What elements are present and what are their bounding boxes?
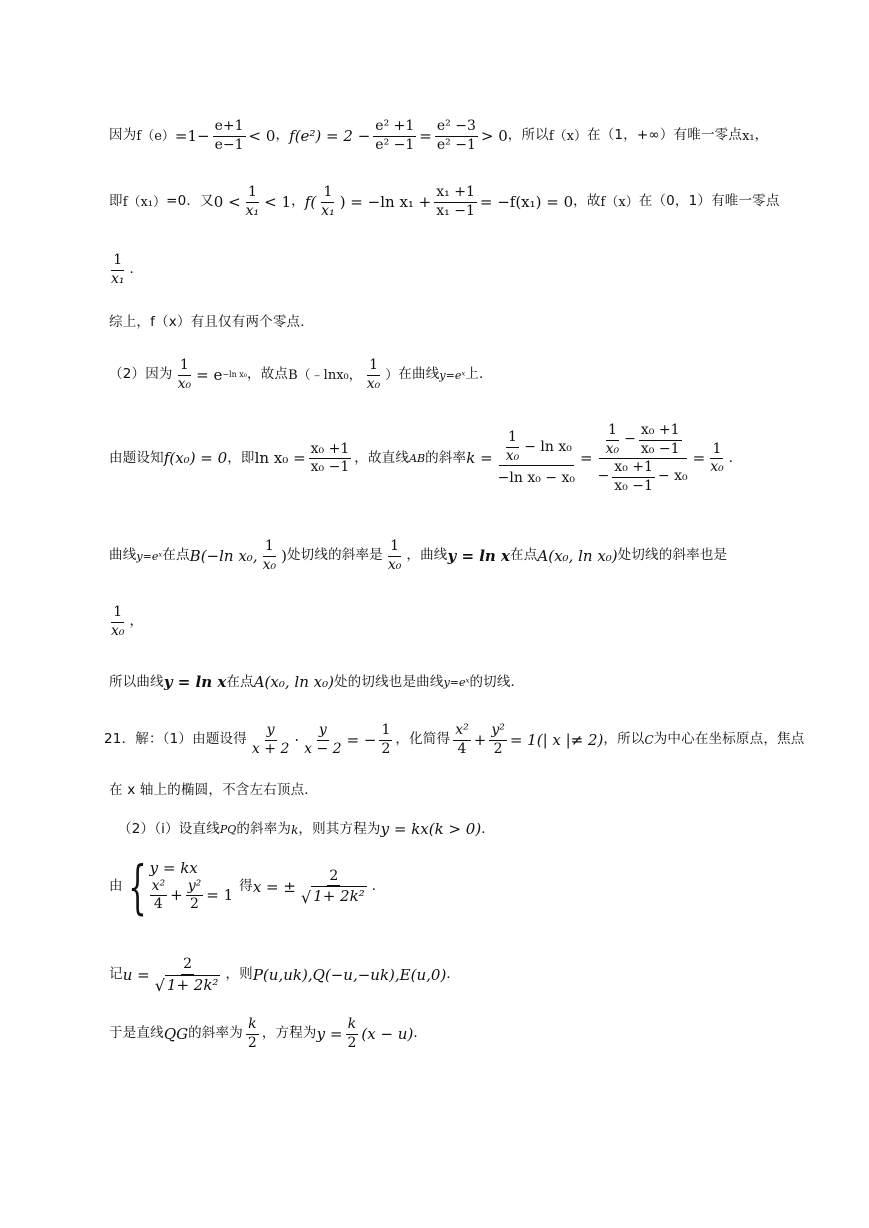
text: ，所以 bbox=[507, 127, 549, 144]
math: y = ln x bbox=[447, 546, 510, 565]
denominator: x₀ bbox=[605, 440, 620, 457]
math: x = ± bbox=[252, 877, 296, 896]
math: f（x） bbox=[600, 194, 639, 210]
math: f(x₀) = 0 bbox=[163, 449, 228, 467]
numerator bbox=[599, 422, 687, 459]
numerator: y bbox=[317, 722, 329, 741]
fraction bbox=[250, 722, 291, 758]
line-13 bbox=[109, 853, 386, 921]
math: ） bbox=[385, 367, 399, 383]
denominator: 4 bbox=[457, 740, 467, 757]
math: x₁ bbox=[742, 128, 755, 144]
text: ，故点 bbox=[247, 366, 289, 383]
numerator: x² bbox=[150, 878, 168, 897]
math: C bbox=[644, 733, 654, 747]
denominator: e−1 bbox=[214, 136, 244, 153]
denominator: x₀ −1 bbox=[310, 459, 350, 475]
denominator: x − 2 bbox=[304, 740, 342, 757]
radicand: 1+ 2k² bbox=[166, 975, 219, 994]
numerator: 2 bbox=[327, 868, 340, 887]
numerator: k bbox=[346, 1016, 358, 1035]
text: ． bbox=[129, 261, 144, 278]
denominator: 2 bbox=[493, 740, 503, 757]
text: 因为 bbox=[109, 127, 137, 144]
line-1 bbox=[109, 118, 768, 154]
text: 21．解：（1）由题设得 bbox=[104, 731, 247, 748]
numerator: 1 bbox=[246, 184, 259, 203]
fraction bbox=[435, 118, 478, 154]
math: A(x₀, ln x₀) bbox=[253, 673, 334, 691]
math: − x₀ bbox=[657, 468, 688, 485]
line-4 bbox=[109, 316, 314, 330]
square-root bbox=[301, 886, 367, 906]
text: ，方程为 bbox=[261, 1025, 317, 1042]
fraction bbox=[109, 604, 127, 640]
text: 在（0，1）有唯一零点 bbox=[638, 193, 780, 210]
math: y=eˣ bbox=[136, 549, 163, 563]
fraction bbox=[708, 441, 726, 477]
text: 上． bbox=[465, 366, 493, 383]
fraction bbox=[302, 722, 343, 758]
math: QG bbox=[163, 1024, 189, 1043]
math: P(u,uk),Q(−u,−uk),E(u,0) bbox=[252, 965, 447, 984]
line-8 bbox=[109, 604, 143, 640]
text: 在（1，+∞）有唯一零点 bbox=[587, 127, 743, 144]
numerator: 1 bbox=[367, 357, 380, 376]
compound-fraction bbox=[496, 429, 577, 488]
numerator: x² bbox=[453, 722, 471, 741]
text: 于是直线 bbox=[109, 1025, 164, 1042]
text: ． bbox=[481, 820, 495, 837]
text: ，故 bbox=[573, 193, 601, 210]
fraction bbox=[319, 184, 337, 220]
math-f-e: f（e） bbox=[136, 128, 175, 144]
fraction bbox=[309, 441, 352, 477]
denominator: 2 bbox=[190, 896, 199, 912]
fraction bbox=[153, 956, 223, 994]
denominator: x₀ −1 bbox=[640, 440, 680, 457]
text: 曲线 bbox=[109, 547, 137, 564]
denominator: x₀ bbox=[262, 556, 277, 573]
fraction bbox=[453, 722, 471, 758]
text: 由题设知 bbox=[109, 449, 164, 466]
math: y = ln x bbox=[163, 673, 227, 691]
text: ，曲线 bbox=[406, 547, 448, 564]
math: B（﹣lnx₀， bbox=[288, 367, 362, 383]
numerator: 1 bbox=[710, 441, 723, 460]
text: 在 x 轴上的椭圆，不含左右顶点． bbox=[109, 782, 318, 798]
math: y=eˣ bbox=[439, 368, 466, 382]
math: − bbox=[624, 431, 636, 448]
line-15 bbox=[109, 1016, 427, 1052]
text: 处切线的斜率也是 bbox=[617, 547, 728, 564]
denominator: x₀ bbox=[366, 375, 381, 392]
math: = bbox=[692, 449, 706, 467]
math: u = bbox=[122, 965, 150, 984]
numerator: 1 bbox=[388, 538, 401, 557]
text: ， bbox=[129, 613, 144, 630]
fraction bbox=[261, 538, 279, 574]
math: y=eˣ bbox=[443, 676, 470, 689]
fraction bbox=[504, 429, 522, 465]
numerator: 1 bbox=[606, 422, 619, 441]
denominator: x₁ bbox=[321, 202, 335, 219]
math: < 0 bbox=[248, 126, 276, 145]
fraction bbox=[213, 118, 246, 154]
math: (x − u) bbox=[361, 1024, 414, 1043]
math: > 0 bbox=[480, 126, 508, 145]
numerator: 1 bbox=[506, 429, 519, 448]
fraction bbox=[244, 184, 262, 220]
math: f( bbox=[304, 192, 317, 211]
text: 在点 bbox=[510, 547, 538, 564]
equation: y = kx bbox=[149, 858, 198, 877]
numerator: y bbox=[265, 722, 277, 741]
numerator: x₁ +1 bbox=[434, 184, 477, 203]
denominator: −ln x₀ − x₀ bbox=[497, 470, 575, 487]
text: 综上，f（x）有且仅有两个零点． bbox=[109, 314, 314, 330]
text: ． bbox=[413, 1025, 428, 1042]
math: + bbox=[170, 886, 183, 904]
text: 的斜率为 bbox=[236, 820, 292, 837]
text: =0．又 bbox=[166, 193, 214, 210]
math: PQ bbox=[219, 823, 237, 836]
math: A(x₀, ln x₀) bbox=[537, 546, 618, 565]
text: ． bbox=[371, 878, 386, 895]
text: ，则 bbox=[225, 966, 253, 983]
denominator: x₁ bbox=[245, 202, 260, 219]
numerator: 1 bbox=[111, 252, 124, 271]
numerator: k bbox=[246, 1016, 258, 1035]
denominator: x₀ bbox=[710, 459, 724, 475]
fraction bbox=[386, 538, 404, 574]
denominator: 2 bbox=[247, 1034, 257, 1051]
text: 记 bbox=[109, 966, 123, 983]
line-10 bbox=[104, 722, 804, 758]
denominator: x₀ −1 bbox=[614, 477, 653, 494]
math: f(e²) = 2 − bbox=[289, 126, 371, 145]
text: 为中心在坐标原点，焦点 bbox=[653, 731, 805, 748]
denominator: x₁ bbox=[111, 270, 125, 287]
fraction bbox=[639, 422, 682, 458]
math: = 1(| x |≠ 2) bbox=[509, 730, 604, 749]
math: − bbox=[597, 468, 610, 485]
numerator: x₀ +1 bbox=[612, 459, 655, 478]
denominator: x₀ bbox=[387, 556, 402, 573]
numerator: y² bbox=[186, 878, 204, 897]
text: （2）（i）设直线 bbox=[118, 820, 220, 837]
radicand: 1+ 2k² bbox=[313, 887, 365, 906]
line-7 bbox=[109, 538, 727, 574]
math: = −f(x₁) = 0 bbox=[479, 192, 574, 211]
equation-system bbox=[149, 858, 234, 914]
numerator: e² −3 bbox=[435, 118, 478, 137]
math: = 1 bbox=[206, 886, 234, 904]
line-3 bbox=[109, 252, 143, 288]
math: + bbox=[473, 730, 487, 749]
fraction bbox=[604, 422, 622, 458]
math: ) = −ln x₁ + bbox=[339, 192, 432, 211]
math: AB bbox=[409, 452, 426, 465]
radical-sign: √ bbox=[300, 888, 312, 908]
text: 的切线． bbox=[469, 673, 525, 690]
math: f（x₁） bbox=[122, 194, 167, 210]
text: 的斜率 bbox=[425, 449, 467, 466]
fraction bbox=[150, 878, 168, 914]
text: 在曲线 bbox=[398, 366, 440, 383]
fraction bbox=[489, 722, 507, 758]
numerator: y² bbox=[489, 722, 507, 741]
fraction bbox=[176, 357, 194, 393]
left-brace: { bbox=[127, 853, 147, 921]
line-2 bbox=[109, 184, 780, 220]
denominator: x₀ bbox=[177, 375, 192, 392]
fraction bbox=[299, 868, 369, 906]
numerator: e² +1 bbox=[373, 118, 416, 137]
denominator bbox=[153, 975, 223, 995]
line-9 bbox=[109, 675, 524, 690]
text: ， bbox=[754, 127, 769, 144]
numerator: 1 bbox=[263, 538, 276, 557]
math: y = kx(k > 0) bbox=[380, 820, 482, 838]
math: = bbox=[579, 449, 593, 467]
fraction bbox=[612, 459, 655, 495]
text: 在点 bbox=[162, 547, 190, 564]
fraction bbox=[365, 357, 383, 393]
text: 的斜率为 bbox=[188, 1025, 243, 1042]
fraction bbox=[434, 184, 477, 220]
math: k = bbox=[466, 449, 493, 467]
fraction bbox=[345, 1016, 358, 1052]
math: B(−ln x₀, bbox=[189, 546, 258, 565]
line-11 bbox=[109, 784, 318, 798]
text: ，则其方程为 bbox=[298, 820, 381, 837]
equation bbox=[150, 878, 234, 914]
numerator: x₀ +1 bbox=[639, 422, 682, 441]
text: （2）因为 bbox=[109, 366, 173, 383]
fraction bbox=[379, 722, 392, 758]
text: ． bbox=[446, 966, 461, 983]
text: 即 bbox=[109, 193, 123, 210]
square-root bbox=[155, 975, 221, 995]
math: k bbox=[291, 822, 299, 837]
math: − ln x₀ bbox=[524, 438, 572, 455]
math: ) bbox=[281, 546, 287, 565]
line-5 bbox=[109, 357, 493, 393]
text: ，即 bbox=[227, 449, 255, 466]
math: = bbox=[419, 126, 432, 145]
math: f（x） bbox=[548, 128, 588, 144]
math: ln x₀ = bbox=[254, 449, 306, 467]
text: 由 bbox=[109, 878, 123, 895]
denominator: x₁ −1 bbox=[436, 202, 475, 219]
line-6 bbox=[109, 422, 742, 495]
math: y = bbox=[316, 1024, 343, 1043]
math: 0 < bbox=[213, 192, 241, 211]
numerator: 1 bbox=[178, 357, 191, 376]
denominator: 2 bbox=[347, 1034, 357, 1051]
denominator bbox=[299, 886, 369, 906]
denominator: x₀ bbox=[111, 622, 125, 639]
line-14 bbox=[109, 956, 460, 994]
text: ，故直线 bbox=[354, 449, 410, 466]
compound-fraction bbox=[596, 422, 690, 495]
text: 在点 bbox=[226, 673, 254, 690]
math: · bbox=[294, 730, 300, 749]
text: 处的切线也是曲线 bbox=[333, 673, 444, 690]
denominator: x₀ bbox=[505, 447, 520, 464]
numerator: 1 bbox=[111, 604, 124, 623]
denominator: x + 2 bbox=[251, 740, 290, 757]
math: = e bbox=[196, 365, 223, 384]
fraction bbox=[186, 878, 204, 914]
numerator: x₀ +1 bbox=[309, 441, 352, 460]
text: 所以曲线 bbox=[109, 673, 164, 690]
numerator bbox=[499, 429, 574, 466]
fraction bbox=[109, 252, 127, 288]
denominator: 4 bbox=[153, 896, 163, 912]
radical-sign: √ bbox=[154, 976, 165, 996]
superscript: −ln x₀ bbox=[222, 370, 248, 379]
text: ，化简得 bbox=[395, 731, 451, 748]
numerator: 2 bbox=[181, 956, 194, 975]
denominator: 2 bbox=[381, 740, 391, 757]
text: ，所以 bbox=[603, 731, 645, 748]
fraction bbox=[373, 118, 416, 154]
numerator: 1 bbox=[379, 722, 392, 741]
numerator: 1 bbox=[321, 184, 334, 203]
fraction bbox=[246, 1016, 259, 1052]
denominator bbox=[596, 459, 690, 495]
text: ， bbox=[291, 193, 305, 210]
denominator: e² −1 bbox=[436, 136, 476, 153]
text: ． bbox=[728, 449, 743, 466]
numerator: e+1 bbox=[213, 118, 246, 137]
text: 处切线的斜率是 bbox=[286, 547, 383, 564]
denominator: e² −1 bbox=[375, 136, 415, 153]
text: 得 bbox=[239, 878, 253, 895]
math: < 1 bbox=[264, 192, 292, 211]
line-12 bbox=[118, 822, 495, 837]
math: = − bbox=[346, 730, 377, 749]
text: ， bbox=[275, 127, 290, 144]
math: =1− bbox=[174, 126, 210, 145]
